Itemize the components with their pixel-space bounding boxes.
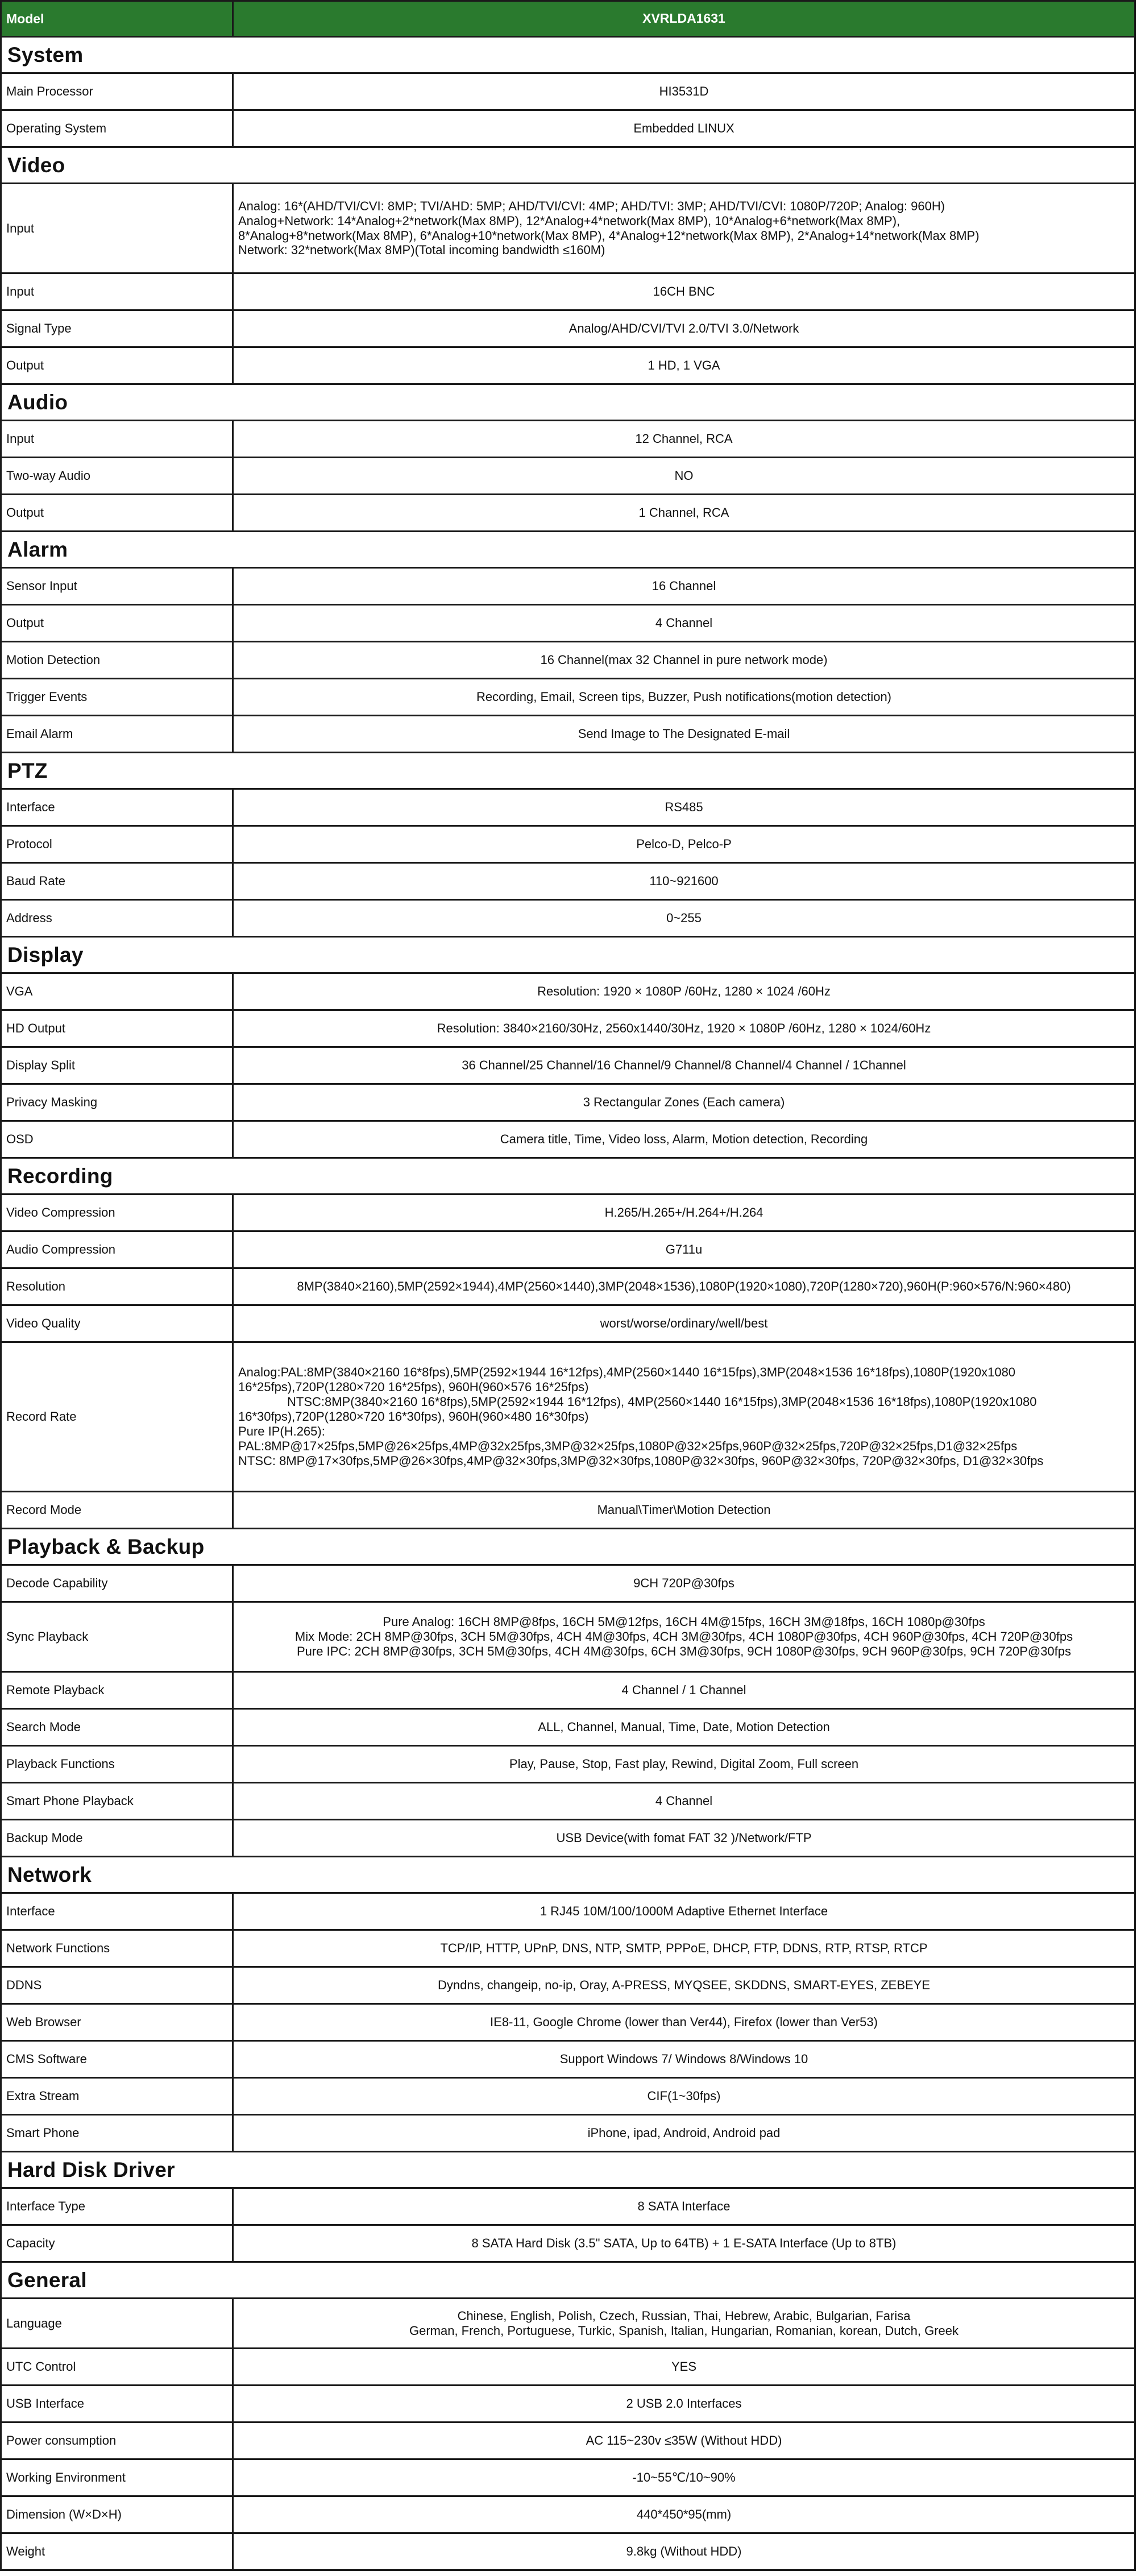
spec-row-playback-backup-search-mode <box>0 1710 1136 1747</box>
section-audio <box>0 385 1136 421</box>
spec-label: Sync Playback <box>2 1603 234 1671</box>
model-value: XVRLDA1631 <box>642 11 725 26</box>
spec-label: Display Split <box>2 1048 234 1083</box>
spec-value-line: NO <box>674 468 694 483</box>
spec-value <box>234 1085 1134 1120</box>
spec-value <box>234 2189 1134 2224</box>
spec-row-display-hd-output <box>0 1011 1136 1048</box>
spec-row-playback-backup-playback-functions <box>0 1747 1136 1783</box>
spec-value-line: Resolution: 1920 × 1080P /60Hz, 1280 × 1024 /60Hz <box>537 984 831 999</box>
spec-label: Protocol <box>2 827 234 862</box>
spec-row-ptz-protocol <box>0 827 1136 864</box>
spec-label: Email Alarm <box>2 716 234 752</box>
spec-value <box>234 569 1134 604</box>
spec-row-recording-record-mode <box>0 1492 1136 1529</box>
spec-value-line: AC 115~230v ≤35W (Without HDD) <box>586 2433 782 2448</box>
spec-row-playback-backup-decode-capability <box>0 1566 1136 1603</box>
spec-value <box>234 458 1134 493</box>
spec-row-general-usb-interface <box>0 2386 1136 2423</box>
spec-value <box>234 184 1134 272</box>
spec-row-recording-record-rate <box>0 1343 1136 1492</box>
spec-value-line: Pure IPC: 2CH 8MP@30fps, 3CH 5M@30fps, 4CH 4M@30fps, 6CH 3M@30fps, 9CH 1080P@30fps, 9CH 960P@30fps, 9CH 720P@30fps <box>296 1644 1072 1658</box>
spec-value-line: 8 SATA Interface <box>637 2199 731 2214</box>
spec-value-line: NTSC:8MP(3840×2160 16*8fps),5MP(2592×1944 16*12fps), 4MP(2560×1440 16*15fps),3MP(2048×1536 16*18fps),1080P(1920x1080 <box>287 1395 1037 1409</box>
spec-label: Smart Phone <box>2 2115 234 2151</box>
spec-value-line: H.265/H.265+/H.264+/H.264 <box>604 1205 763 1220</box>
section-title: Video <box>7 153 65 177</box>
spec-value-line: Recording, Email, Screen tips, Buzzer, Push notifications(motion detection) <box>476 690 892 704</box>
spec-label: Record Mode <box>2 1492 234 1528</box>
spec-value-line: 4 Channel / 1 Channel <box>621 1683 746 1698</box>
spec-value-line: worst/worse/ordinary/well/best <box>600 1316 768 1331</box>
spec-row-playback-backup-smart-phone-playback <box>0 1783 1136 1820</box>
spec-value <box>234 311 1134 346</box>
section-playback-backup <box>0 1529 1136 1566</box>
spec-label: Backup Mode <box>2 1820 234 1856</box>
spec-value <box>234 1673 1134 1708</box>
spec-row-network-smart-phone <box>0 2115 1136 2152</box>
spec-value-line: 8 SATA Hard Disk (3.5" SATA, Up to 64TB) + 1 E-SATA Interface (Up to 8TB) <box>471 2236 897 2251</box>
section-title: Playback & Backup <box>7 1534 205 1558</box>
spec-label: Input <box>2 274 234 309</box>
spec-value-line: German, French, Portuguese, Turkic, Spanish, Italian, Hungarian, Romanian, korean, Dutch, Greek <box>409 2323 959 2338</box>
section-network <box>0 1857 1136 1894</box>
spec-row-alarm-motion-detection <box>0 642 1136 679</box>
spec-label: Motion Detection <box>2 642 234 678</box>
spec-label: Output <box>2 495 234 530</box>
spec-value <box>234 2226 1134 2261</box>
spec-row-audio-output <box>0 495 1136 532</box>
spec-value-line: HI3531D <box>659 84 709 99</box>
spec-value-line: 4 Channel <box>655 1794 713 1808</box>
section-general <box>0 2263 1136 2299</box>
spec-label: Video Quality <box>2 1306 234 1341</box>
spec-row-network-ddns <box>0 1968 1136 2005</box>
spec-value <box>234 716 1134 752</box>
spec-value-line: 440*450*95(mm) <box>636 2507 732 2522</box>
spec-value <box>234 274 1134 309</box>
spec-row-general-utc-control <box>0 2349 1136 2386</box>
section-system <box>0 38 1136 74</box>
spec-value-line: Analog/AHD/CVI/TVI 2.0/TVI 3.0/Network <box>568 321 799 336</box>
spec-value <box>234 2349 1134 2384</box>
spec-row-general-language <box>0 2299 1136 2349</box>
spec-value <box>234 827 1134 862</box>
spec-value-line: Embedded LINUX <box>633 121 735 136</box>
spec-value <box>234 74 1134 109</box>
spec-value-line: Chinese, English, Polish, Czech, Russian, Thai, Hebrew, Arabic, Bulgarian, Farisa <box>457 2308 911 2323</box>
spec-value <box>234 1710 1134 1745</box>
spec-value-line: iPhone, ipad, Android, Android pad <box>587 2126 781 2141</box>
spec-value <box>234 348 1134 383</box>
spec-value <box>234 1492 1134 1528</box>
spec-label: Dimension (W×D×H) <box>2 2497 234 2532</box>
spec-row-general-working-environment <box>0 2460 1136 2497</box>
spec-value-line: Analog: 16*(AHD/TVI/CVI: 8MP; TVI/AHD: 5MP; AHD/TVI/CVI: 4MP; AHD/TVI: 3MP; AHD/TVI/CVI: 1080P/720P; Analog: 960H) <box>238 198 945 213</box>
spec-row-video-input <box>0 184 1136 274</box>
spec-value <box>234 2423 1134 2458</box>
spec-value-line: 16CH BNC <box>653 284 715 299</box>
spec-label: Privacy Masking <box>2 1085 234 1120</box>
spec-label: Input <box>2 184 234 272</box>
section-alarm <box>0 532 1136 569</box>
spec-value <box>234 1122 1134 1157</box>
spec-value-line: Mix Mode: 2CH 8MP@30fps, 3CH 5M@30fps, 4CH 4M@30fps, 4CH 3M@30fps, 4CH 1080P@30fps, 4CH 960P@30fps, 4CH 720P@30fps <box>294 1629 1073 1644</box>
spec-row-ptz-baud-rate <box>0 864 1136 901</box>
spec-label: Output <box>2 348 234 383</box>
spec-value <box>234 1195 1134 1230</box>
spec-label: Weight <box>2 2534 234 2569</box>
spec-row-audio-two-way-audio <box>0 458 1136 495</box>
spec-value-line: Analog+Network: 14*Analog+2*network(Max 8MP), 12*Analog+4*network(Max 8MP), 10*Analog+6*network(Max 8MP), <box>238 213 901 228</box>
spec-row-alarm-sensor-input <box>0 569 1136 605</box>
spec-row-network-cms-software <box>0 2042 1136 2079</box>
spec-row-recording-resolution <box>0 1269 1136 1306</box>
spec-label: Audio Compression <box>2 1232 234 1267</box>
spec-value <box>234 2497 1134 2532</box>
spec-label: Remote Playback <box>2 1673 234 1708</box>
spec-label: Working Environment <box>2 2460 234 2495</box>
spec-row-general-weight <box>0 2534 1136 2571</box>
spec-row-general-power-consumption <box>0 2423 1136 2460</box>
spec-value <box>234 1048 1134 1083</box>
spec-value-line: 0~255 <box>666 911 702 926</box>
spec-row-recording-video-quality <box>0 1306 1136 1343</box>
spec-row-display-osd <box>0 1122 1136 1159</box>
spec-label: UTC Control <box>2 2349 234 2384</box>
spec-row-display-display-split <box>0 1048 1136 1085</box>
spec-row-network-interface <box>0 1894 1136 1931</box>
spec-value-line: 16 Channel(max 32 Channel in pure network mode) <box>540 653 828 667</box>
spec-value-line: 110~921600 <box>649 874 719 889</box>
spec-label: Language <box>2 2299 234 2347</box>
spec-value <box>234 1747 1134 1782</box>
spec-value-line: Manual\Timer\Motion Detection <box>597 1503 771 1517</box>
spec-value-line: Play, Pause, Stop, Fast play, Rewind, Digital Zoom, Full screen <box>509 1757 859 1772</box>
spec-row-playback-backup-remote-playback <box>0 1673 1136 1710</box>
spec-label: Decode Capability <box>2 1566 234 1601</box>
spec-value <box>234 901 1134 936</box>
spec-value-line: 9.8kg (Without HDD) <box>626 2544 742 2559</box>
spec-value-line: 3 Rectangular Zones (Each camera) <box>583 1095 785 1110</box>
section-display <box>0 938 1136 974</box>
spec-value <box>234 974 1134 1009</box>
section-recording <box>0 1159 1136 1195</box>
spec-row-system-main-processor <box>0 74 1136 111</box>
spec-label: USB Interface <box>2 2386 234 2421</box>
spec-value-line: YES <box>671 2359 697 2374</box>
spec-value <box>234 1894 1134 1929</box>
spec-row-video-signal-type <box>0 311 1136 348</box>
spec-value-line: CIF(1~30fps) <box>647 2089 721 2104</box>
spec-value-line: 36 Channel/25 Channel/16 Channel/9 Channel/8 Channel/4 Channel / 1Channel <box>462 1058 906 1073</box>
spec-value-line: 8*Analog+8*network(Max 8MP), 6*Analog+10*network(Max 8MP), 4*Analog+12*network(Max 8MP), 2*Analog+14*network(Max 8MP) <box>238 228 980 243</box>
spec-row-alarm-trigger-events <box>0 679 1136 716</box>
spec-row-network-network-functions <box>0 1931 1136 1968</box>
section-title: Hard Disk Driver <box>7 2158 175 2181</box>
spec-value <box>234 679 1134 715</box>
spec-value-line: 16 Channel <box>652 579 716 594</box>
section-title: Recording <box>7 1164 113 1188</box>
spec-label: Baud Rate <box>2 864 234 899</box>
spec-value <box>234 2079 1134 2114</box>
spec-row-ptz-address <box>0 901 1136 938</box>
spec-row-system-operating-system <box>0 111 1136 148</box>
section-hard-disk-driver <box>0 2152 1136 2189</box>
spec-value <box>234 2386 1134 2421</box>
spec-row-alarm-output <box>0 605 1136 642</box>
spec-row-network-extra-stream <box>0 2079 1136 2115</box>
spec-value-line: 8MP(3840×2160),5MP(2592×1944),4MP(2560×1440),3MP(2048×1536),1080P(1920×1080),720P(1280×720),960H(P:960×576/N:960×480) <box>297 1279 1071 1294</box>
section-title: Alarm <box>7 537 68 561</box>
spec-value-line: USB Device(with fomat FAT 32 )/Network/FTP <box>556 1831 812 1845</box>
spec-row-recording-video-compression <box>0 1195 1136 1232</box>
spec-value <box>234 1269 1134 1304</box>
spec-label: HD Output <box>2 1011 234 1046</box>
spec-row-audio-input <box>0 421 1136 458</box>
spec-label: Power consumption <box>2 2423 234 2458</box>
spec-value-line: Network: 32*network(Max 8MP)(Total incoming bandwidth ≤160M) <box>238 243 605 258</box>
spec-value-line: RS485 <box>665 800 703 815</box>
spec-value-line: 9CH 720P@30fps <box>633 1576 735 1591</box>
spec-label: Input <box>2 421 234 457</box>
spec-row-hard-disk-driver-interface-type <box>0 2189 1136 2226</box>
spec-label: Operating System <box>2 111 234 146</box>
spec-label: Main Processor <box>2 74 234 109</box>
spec-value <box>234 2299 1134 2347</box>
spec-value-line: -10~55℃/10~90% <box>632 2470 736 2485</box>
spec-label: Record Rate <box>2 1343 234 1491</box>
spec-value-line: Camera title, Time, Video loss, Alarm, Motion detection, Recording <box>500 1132 868 1147</box>
spec-label: Video Compression <box>2 1195 234 1230</box>
spec-row-video-output <box>0 348 1136 385</box>
spec-value <box>234 1931 1134 1966</box>
spec-value-line: 1 HD, 1 VGA <box>648 358 720 373</box>
spec-value <box>234 790 1134 825</box>
spec-value <box>234 1306 1134 1341</box>
spec-value <box>234 642 1134 678</box>
spec-value-line: ALL, Channel, Manual, Time, Date, Motion Detection <box>538 1720 830 1735</box>
spec-value-line: Support Windows 7/ Windows 8/Windows 10 <box>559 2052 808 2067</box>
spec-value-line: Send Image to The Designated E-mail <box>578 727 790 741</box>
spec-value-line: 2 USB 2.0 Interfaces <box>626 2396 742 2411</box>
section-title: PTZ <box>7 758 48 782</box>
spec-value <box>234 1820 1134 1856</box>
spec-label: Output <box>2 605 234 641</box>
model-header-row <box>0 0 1136 38</box>
spec-label: OSD <box>2 1122 234 1157</box>
spec-label: CMS Software <box>2 2042 234 2077</box>
spec-label: Playback Functions <box>2 1747 234 1782</box>
spec-label: Web Browser <box>2 2005 234 2040</box>
spec-label: Interface Type <box>2 2189 234 2224</box>
spec-row-ptz-interface <box>0 790 1136 827</box>
spec-value <box>234 1566 1134 1601</box>
spec-value-line: Dyndns, changeip, no-ip, Oray, A-PRESS, MYQSEE, SKDDNS, SMART-EYES, ZEBEYE <box>437 1978 931 1993</box>
spec-value <box>234 421 1134 457</box>
spec-value <box>234 2115 1134 2151</box>
spec-value-line: PAL:8MP@17×25fps,5MP@26×25fps,4MP@32x25fps,3MP@32×25fps,1080P@32×25fps,960P@32×25fps,720P@32×25fps,D1@32×25fps <box>238 1438 1018 1453</box>
spec-label: Smart Phone Playback <box>2 1783 234 1819</box>
spec-row-display-privacy-masking <box>0 1085 1136 1122</box>
spec-label: Search Mode <box>2 1710 234 1745</box>
model-label: Model <box>2 2 234 36</box>
spec-row-playback-backup-backup-mode <box>0 1820 1136 1857</box>
spec-row-network-web-browser <box>0 2005 1136 2042</box>
spec-value-line: 12 Channel, RCA <box>635 432 733 446</box>
spec-value-line: NTSC: 8MP@17×30fps,5MP@26×30fps,4MP@32×30fps,3MP@32×30fps,1080P@32×30fps, 960P@32×30fps, 720P@32×30fps, D1@32×30fps <box>238 1453 1044 1468</box>
spec-label: DDNS <box>2 1968 234 2003</box>
spec-value <box>234 864 1134 899</box>
spec-value-line: G711u <box>665 1242 703 1257</box>
spec-value <box>234 2005 1134 2040</box>
section-title: Audio <box>7 390 68 414</box>
spec-value-line: 1 RJ45 10M/100/1000M Adaptive Ethernet Interface <box>540 1904 828 1919</box>
spec-value <box>234 1232 1134 1267</box>
spec-value-line: Pelco-D, Pelco-P <box>636 837 732 852</box>
spec-value-line: Pure Analog: 16CH 8MP@8fps, 16CH 5M@12fps, 16CH 4M@15fps, 16CH 3M@18fps, 16CH 1080p@30fps <box>383 1615 985 1629</box>
spec-label: Signal Type <box>2 311 234 346</box>
spec-row-recording-audio-compression <box>0 1232 1136 1269</box>
section-title: System <box>7 43 84 67</box>
spec-value-line: 4 Channel <box>655 616 713 630</box>
spec-label: Address <box>2 901 234 936</box>
spec-row-playback-backup-sync-playback <box>0 1603 1136 1673</box>
spec-value <box>234 111 1134 146</box>
spec-value-line: Analog:PAL:8MP(3840×2160 16*8fps),5MP(2592×1944 16*12fps),4MP(2560×1440 16*15fps),3MP(2048×1536 16*18fps),1080P(1920x1080 <box>238 1365 1016 1380</box>
spec-value <box>234 2460 1134 2495</box>
spec-label: Interface <box>2 790 234 825</box>
spec-row-video-input <box>0 274 1136 311</box>
spec-value <box>234 605 1134 641</box>
spec-label: Resolution <box>2 1269 234 1304</box>
spec-label: Interface <box>2 1894 234 1929</box>
spec-row-display-vga <box>0 974 1136 1011</box>
spec-label: Trigger Events <box>2 679 234 715</box>
spec-value-line: IE8-11, Google Chrome (lower than Ver44), Firefox (lower than Ver53) <box>490 2015 878 2030</box>
section-video <box>0 148 1136 184</box>
spec-value <box>234 495 1134 530</box>
spec-value <box>234 2042 1134 2077</box>
spec-value-line: 16*25fps),720P(1280×720 16*25fps), 960H(960×576 16*25fps) <box>238 1380 589 1395</box>
spec-value <box>234 1968 1134 2003</box>
spec-label: Capacity <box>2 2226 234 2261</box>
spec-value <box>234 1603 1134 1671</box>
section-title: Network <box>7 1862 92 1886</box>
spec-label: Sensor Input <box>2 569 234 604</box>
spec-value <box>234 2534 1134 2569</box>
spec-value <box>234 1783 1134 1819</box>
spec-value-line: Resolution: 3840×2160/30Hz, 2560x1440/30Hz, 1920 × 1080P /60Hz, 1280 × 1024/60Hz <box>437 1021 931 1036</box>
section-title: Display <box>7 943 84 966</box>
spec-value-line: Pure IP(H.265): <box>238 1424 325 1438</box>
spec-value <box>234 1011 1134 1046</box>
spec-value-line: 1 Channel, RCA <box>638 505 729 520</box>
spec-value <box>234 1343 1134 1491</box>
spec-label: Extra Stream <box>2 2079 234 2114</box>
spec-label: VGA <box>2 974 234 1009</box>
spec-label: Network Functions <box>2 1931 234 1966</box>
spec-row-alarm-email-alarm <box>0 716 1136 753</box>
spec-row-general-dimension-w-d-h <box>0 2497 1136 2534</box>
section-title: General <box>7 2268 87 2292</box>
section-ptz <box>0 753 1136 790</box>
spec-label: Two-way Audio <box>2 458 234 493</box>
spec-row-hard-disk-driver-capacity <box>0 2226 1136 2263</box>
spec-value-line: TCP/IP, HTTP, UPnP, DNS, NTP, SMTP, PPPoE, DHCP, FTP, DDNS, RTP, RTSP, RTCP <box>440 1941 928 1956</box>
spec-value-line: 16*30fps),720P(1280×720 16*30fps), 960H(960×480 16*30fps) <box>238 1409 589 1424</box>
